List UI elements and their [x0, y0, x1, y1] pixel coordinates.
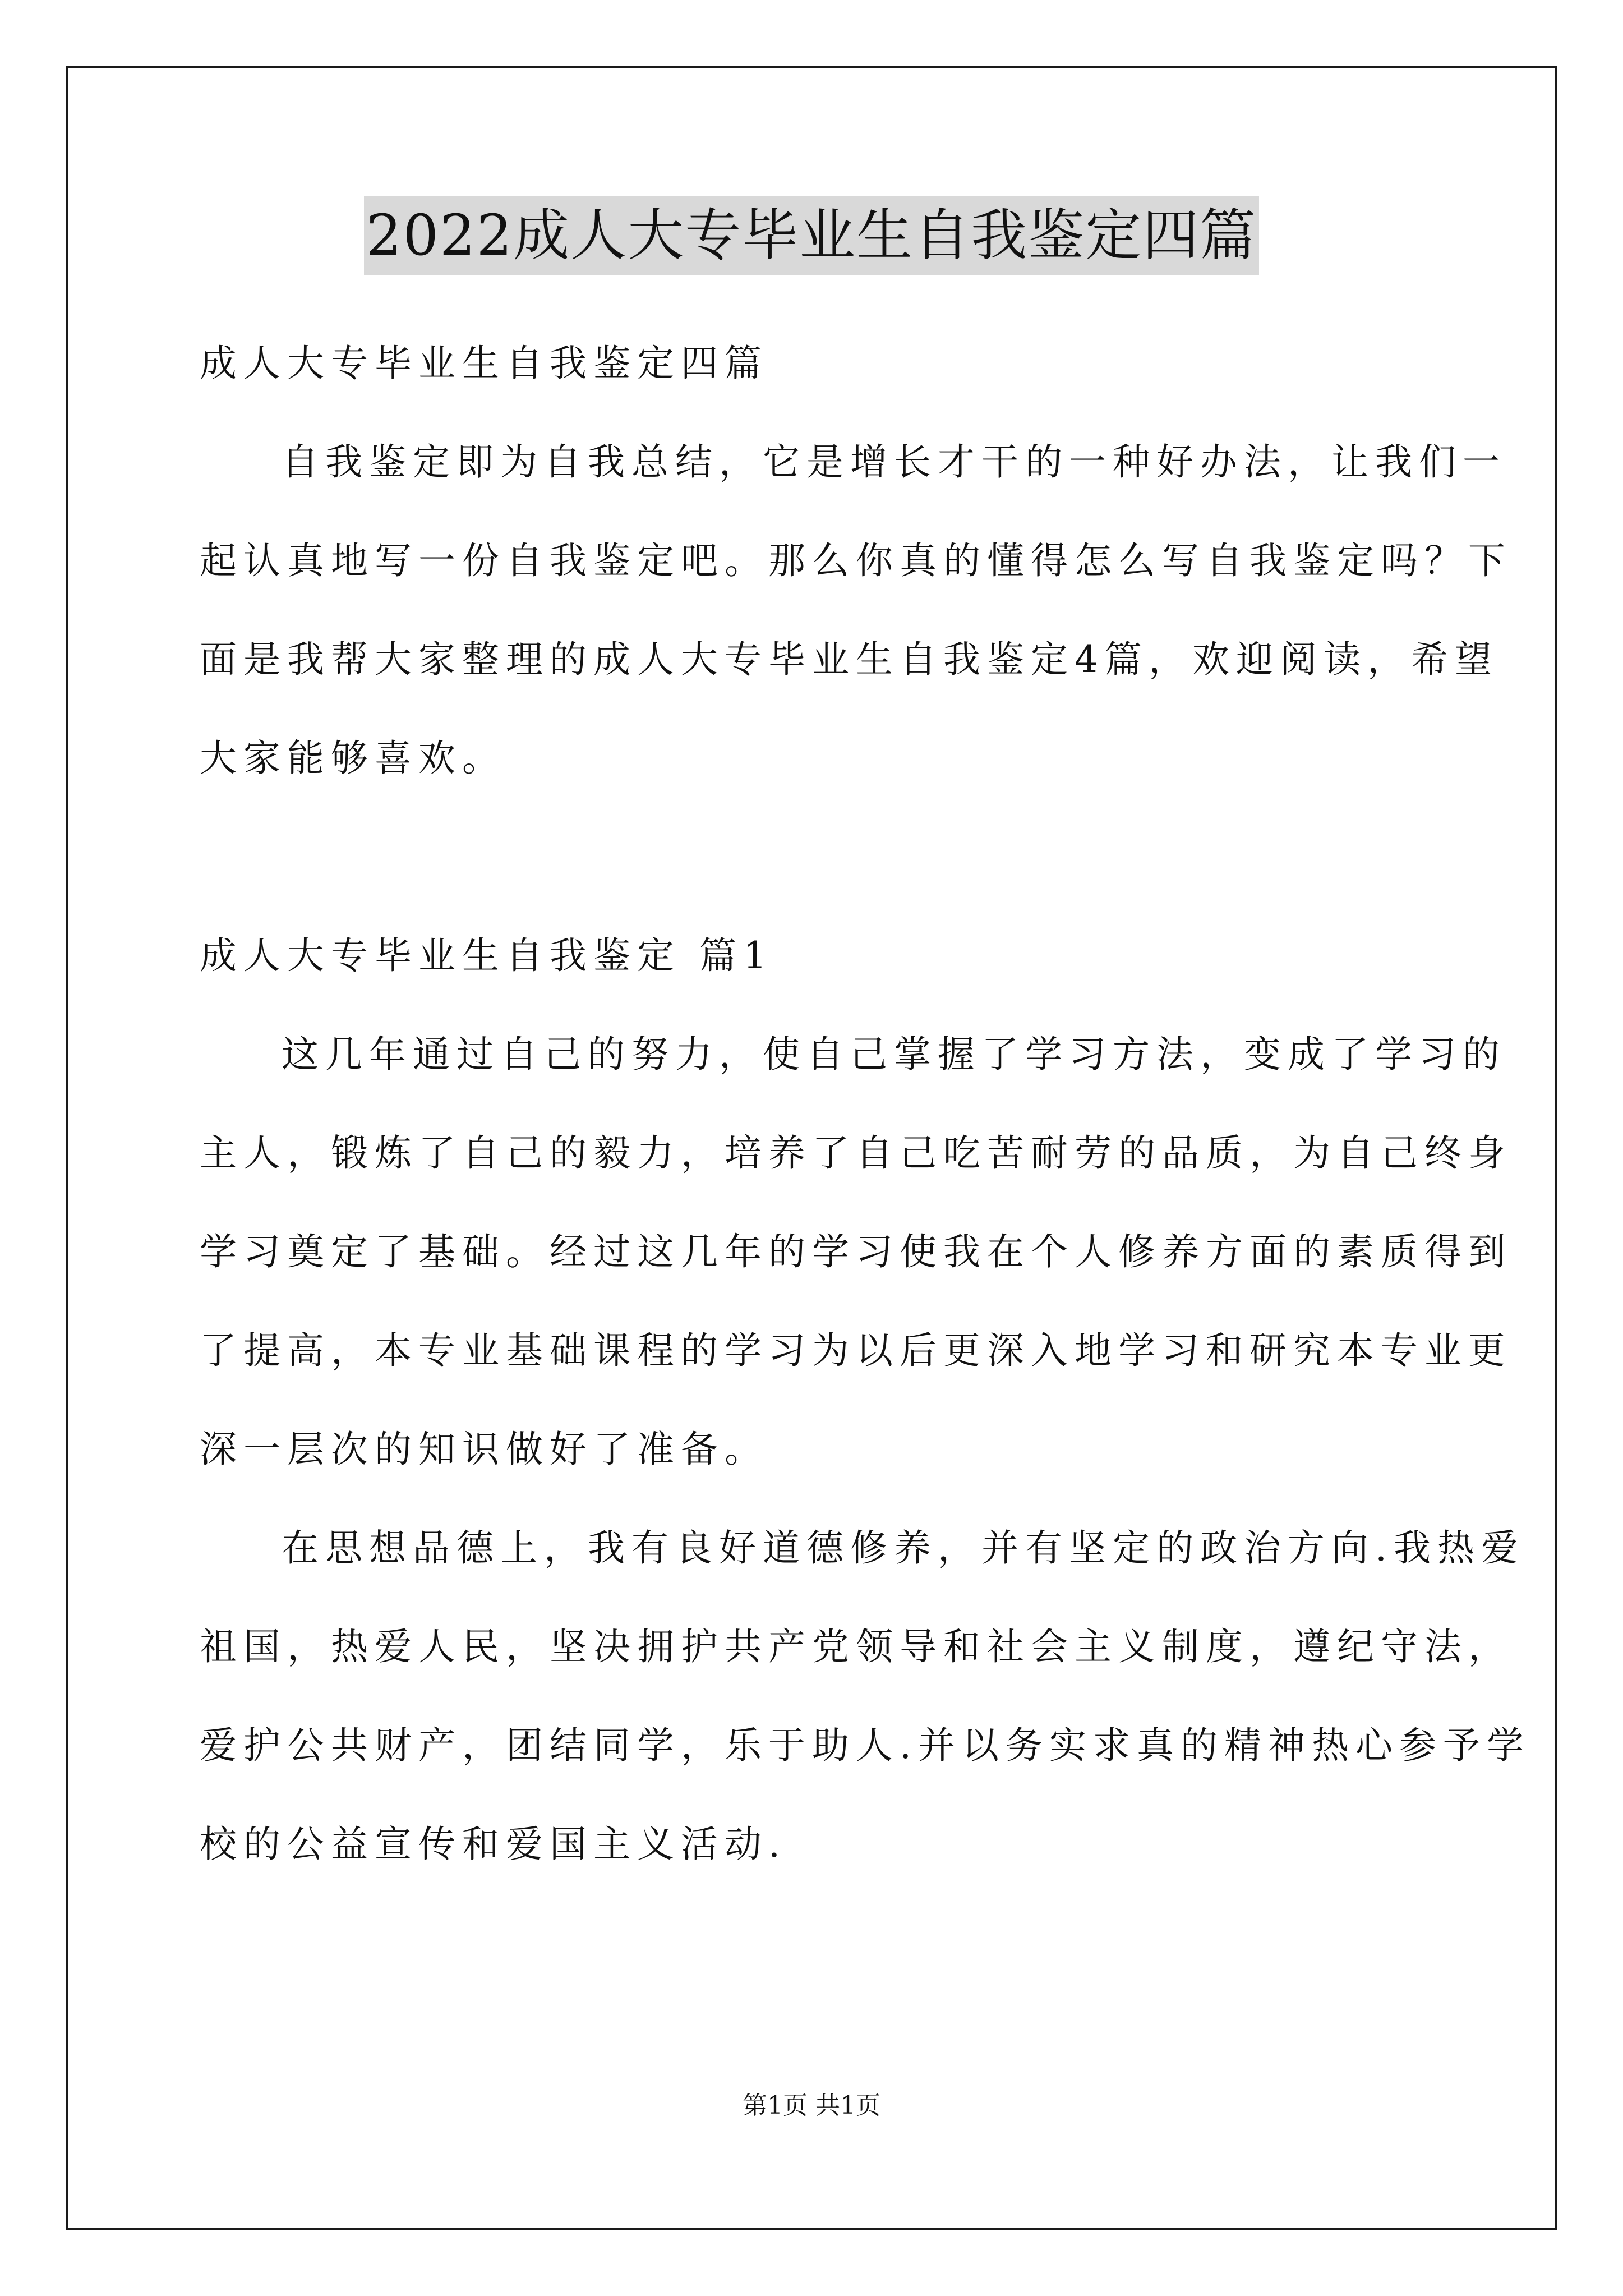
document-title-block [0, 196, 1623, 275]
body-paragraph-1 [200, 1005, 1512, 1499]
paragraph-line: 了提高，本专业基础课程的学习为以后更深入地学习和研究本专业更 [200, 1329, 1512, 1372]
paragraph-line: 深一层次的知识做好了准备。 [200, 1428, 768, 1471]
page-number-footer: 第1页 共1页 [743, 2091, 880, 2120]
paragraph-line: 大家能够喜欢。 [200, 737, 506, 780]
paragraph-line: 自我鉴定即为自我总结，它是增长才干的一种好办法，让我们一 [282, 440, 1506, 484]
subtitle: 成人大专毕业生自我鉴定四篇 [200, 342, 768, 385]
blank-line [200, 808, 1423, 907]
paragraph-line: 面是我帮大家整理的成人大专毕业生自我鉴定4篇，欢迎阅读，希望 [200, 638, 1498, 681]
paragraph-line: 在思想品德上，我有良好道德修养，并有坚定的政治方向.我热爱 [282, 1526, 1525, 1570]
body-paragraph-2 [200, 1499, 1530, 1894]
paragraph-line: 学习奠定了基础。经过这几年的学习使我在个人修养方面的素质得到 [200, 1230, 1512, 1273]
paragraph-line: 起认真地写一份自我鉴定吧。那么你真的懂得怎么写自我鉴定吗？下 [200, 539, 1512, 582]
document-title: 2022成人大专毕业生自我鉴定四篇 [364, 196, 1260, 275]
paragraph-line: 爱护公共财产，团结同学，乐于助人.并以务实求真的精神热心参予学 [200, 1724, 1530, 1767]
paragraph-line: 校的公益宣传和爱国主义活动. [200, 1823, 787, 1866]
intro-paragraph [200, 413, 1512, 808]
document-body [200, 314, 1530, 1894]
section-heading: 成人大专毕业生自我鉴定 篇1 [200, 934, 773, 977]
paragraph-line: 祖国，热爱人民，坚决拥护共产党领导和社会主义制度，遵纪守法， [200, 1625, 1512, 1668]
paragraph-line: 主人，锻炼了自己的毅力，培养了自己吃苦耐劳的品质，为自己终身 [200, 1131, 1512, 1175]
paragraph-line: 这几年通过自己的努力，使自己掌握了学习方法，变成了学习的 [282, 1033, 1506, 1076]
